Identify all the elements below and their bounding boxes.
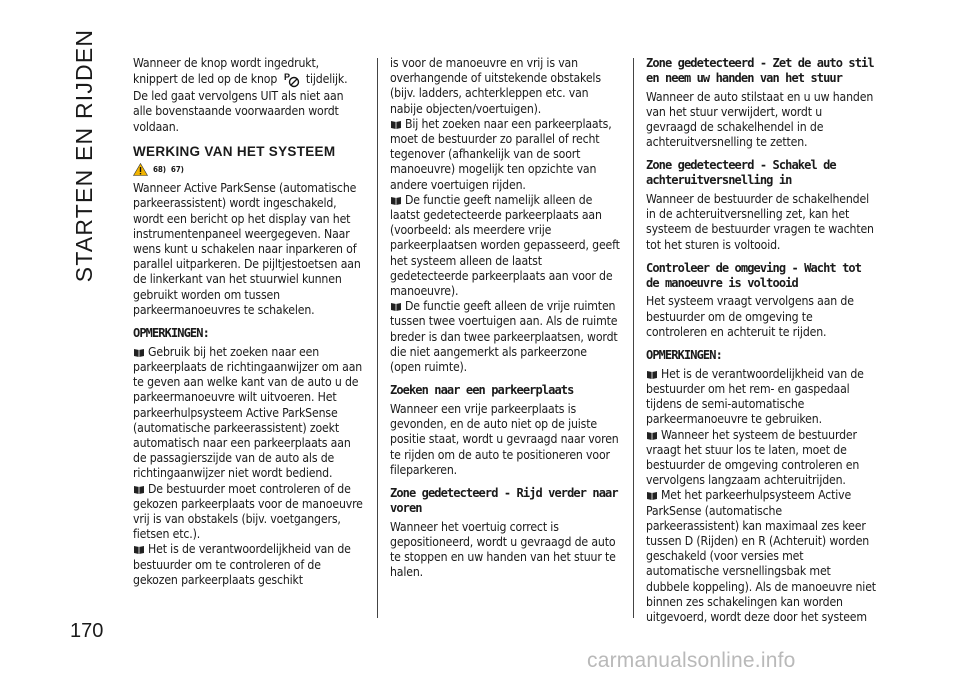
intro-text-c: tijdelijk. <box>305 72 348 87</box>
warning-triangle-icon <box>133 163 148 176</box>
reference-68: 68) <box>153 165 166 175</box>
text-column-3 <box>646 56 876 625</box>
text-column-1 <box>133 56 363 588</box>
subheading-stop: Zone gedetecteerd - Zet de auto stil en neem uw handen van het stuur <box>646 56 874 85</box>
column-divider <box>377 58 378 618</box>
intro-text-b: knippert de led op de knop <box>133 72 278 87</box>
column-divider <box>633 58 634 618</box>
reference-67: 67) <box>170 165 184 175</box>
continued-text: is voor de manoeuvre en vrij is van overhangende of uitstekende obstakels (bijv. ladders, achterkleppen etc. van nabije objecten/voertuigen). <box>390 56 601 116</box>
note-item: Het is de verantwoordelijkheid van de bestuurder om te controleren of de gekozen parkeerplaats geschikt <box>133 542 351 587</box>
book-icon <box>646 491 658 500</box>
note-item: Gebruik bij het zoeken naar een parkeerplaats de richtingaanwijzer om aan te geven aan welke kant van de auto u de parkeermanoeuvre wilt uitvoeren. Het parkeerhulpsysteem Active ParkSense (automatische parkeerassistent) zoekt automatisch naar een parkeerplaats aan de passagierszijde van de auto als de richtingaanwijzer niet wordt bediend. <box>133 344 363 481</box>
book-icon <box>390 196 402 205</box>
parking-assist-button-icon <box>283 71 301 89</box>
text-column-2 <box>390 56 620 580</box>
body-paragraph: Wanneer de bestuurder de schakelhendel in de achteruitversnelling zet, kan het systeem de bestuurder vragen te wachten tot het sturen is voltooid. <box>646 192 874 252</box>
body-paragraph: Wanneer Active ParkSense (automatische parkeerassistent) wordt ingeschakeld, wordt een bericht op het display van het instrumentenpaneel weergegeven. Naar wens kunt u schakelen naar inparkeren of parallel uitparkeren. De pijltjestoetsen aan de linkerkant van het stuurwiel kunnen gebruikt worden om tussen parkeermanoeuvres te schakelen. <box>133 181 361 317</box>
page-number: 170 <box>70 620 104 642</box>
section-title: WERKING VAN HET SYSTEEM <box>133 143 336 159</box>
body-paragraph: Wanneer het voertuig correct is gepositioneerd, wordt u gevraagd de auto te stoppen en uw handen van het stuur te halen. <box>390 519 616 580</box>
note-item: Met het parkeerhulpsysteem Active ParkSense (automatische parkeerassistent) kan maximaal zes keer tussen D (Rijden) en R (Achteruit) worden geschakeld (voor versies met automatische versnellingsbak met dubbele koppeling). Als de manoeuvre niet binnen zes schakelingen kan worden uitgevoerd, wordt deze door het systeem <box>646 488 876 625</box>
note-item: De functie geeft namelijk alleen de laatst gedetecteerde parkeerplaats aan (voorbeeld: als meerdere vrije parkeerplaatsen worden gepasseerd, geeft het systeem alleen de laatst gedetecteerde parkeerplaats aan voor de manoeuvre). <box>390 192 620 299</box>
intro-text-a: Wanneer de knop wordt ingedrukt, <box>133 56 319 70</box>
notes-heading: OPMERKINGEN: <box>133 326 209 341</box>
subheading-reverse: Zone gedetecteerd - Schakel de achteruitversnelling in <box>646 158 836 188</box>
body-paragraph: Het systeem vraagt vervolgens aan de bestuurder om de omgeving te controleren en achteruit te rijden. <box>646 294 854 339</box>
subheading-check-surroundings: Controleer de omgeving - Wacht tot de manoeuvre is voltooid <box>646 260 862 290</box>
intro-paragraph <box>133 56 363 135</box>
book-icon <box>646 370 658 379</box>
watermark-link[interactable]: carmanualsonline.info <box>587 649 796 672</box>
body-paragraph: Wanneer de auto stilstaat en u uw handen van het stuur verwijdert, wordt u gevraagd de schakelhendel in de achteruitversnelling te zetten. <box>646 89 874 150</box>
intro-text-rest: De led gaat vervolgens UIT als niet aan alle bovenstaande voorwaarden wordt voldaan. <box>133 89 344 134</box>
subheading-drive-forward: Zone gedetecteerd - Rijd verder naar voren <box>390 486 618 515</box>
warning-references <box>133 162 363 177</box>
note-item: De bestuurder moet controleren of de gekozen parkeerplaats voor de manoeuvre vrij is van obstakels (bijv. voetgangers, fietsen etc.). <box>133 481 363 542</box>
book-icon <box>390 120 402 129</box>
chapter-side-title <box>62 28 108 282</box>
book-icon <box>390 302 402 311</box>
book-icon <box>133 348 145 357</box>
note-item: Wanneer het systeem de bestuurder vraagt het stuur los te laten, moet de bestuurder de omgeving controleren en vervolgens langzaam achteruitrijden. <box>646 427 860 488</box>
note-item: Het is de verantwoordelijkheid van de bestuurder om het rem- en gaspedaal tijdens de semi-automatische parkeermanoeuvre te gebruiken. <box>646 366 864 427</box>
book-icon <box>133 485 145 494</box>
book-icon <box>133 545 145 554</box>
chapter-title-text: STARTEN EN RIJDEN <box>71 28 98 282</box>
note-item: Bij het zoeken naar een parkeerplaats, moet de bestuurder zo parallel of recht tegenover (afhankelijk van de soort manoeuvre) mogelijk ten opzichte van andere voertuigen rijden. <box>390 116 612 192</box>
book-icon <box>646 431 658 440</box>
note-item: De functie geeft alleen de vrije ruimten tussen twee voertuigen aan. Als de ruimte breder is dan twee parkeerplaatsen, wordt die niet aangemerkt als parkeerzone (open ruimte). <box>390 299 618 375</box>
body-paragraph: Wanneer een vrije parkeerplaats is gevonden, en de auto niet op de juiste positie staat, wordt u gevraagd naar voren te rijden om de auto te positioneren voor fileparkeren. <box>390 402 619 477</box>
notes-heading: OPMERKINGEN: <box>646 348 722 363</box>
svg-text:P: P <box>283 72 290 83</box>
subheading-search: Zoeken naar een parkeerplaats <box>390 383 574 398</box>
